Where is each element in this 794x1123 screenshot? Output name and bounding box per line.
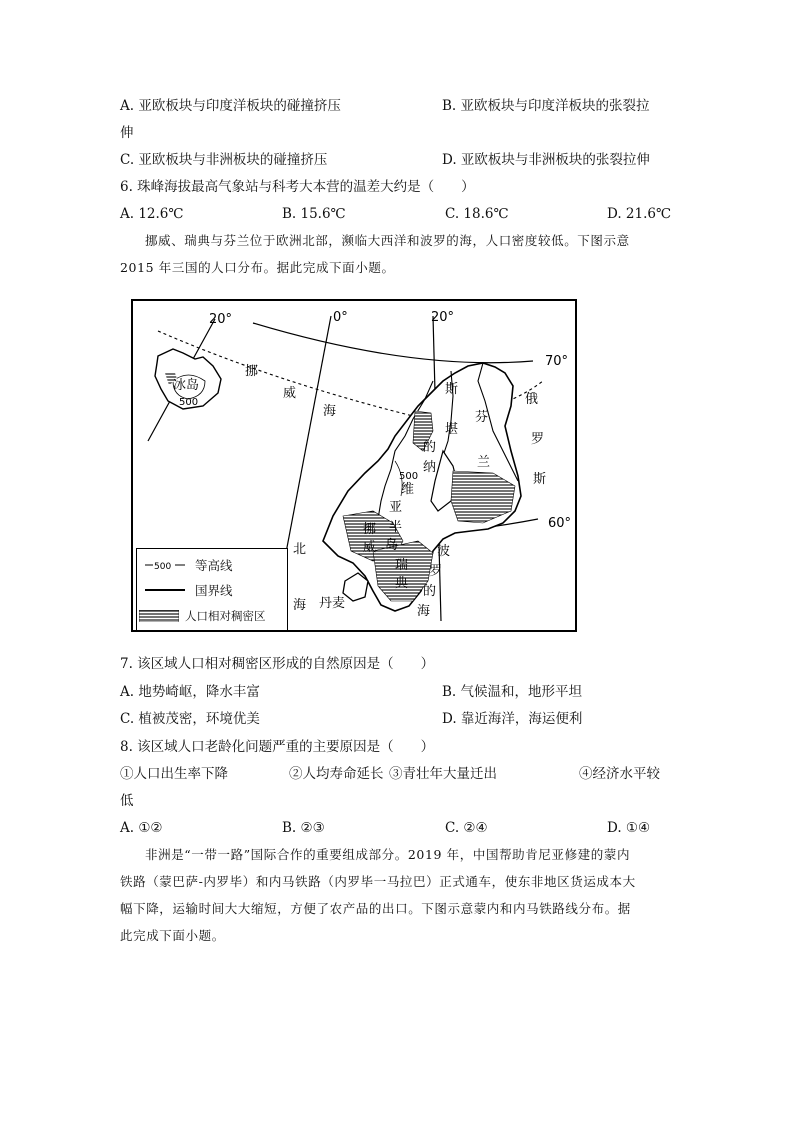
q7-option-b: B. 气候温和，地形平坦 [442, 684, 583, 700]
label-scan-1: 斯 [445, 382, 459, 397]
intro2-line2: 铁路（蒙巴萨-内罗毕）和内马铁路（内罗毕一马拉巴）正式通车，使东非地区货运成本大 [120, 874, 636, 889]
q7-stem: 7. 该区域人口相对稠密区形成的自然原因是（ ） [120, 656, 435, 672]
label-denmark: 丹麦 [319, 596, 346, 611]
intro1-line2: 2015 年三国的人口分布。据此完成下面小题。 [120, 260, 395, 275]
intro1-line1: 挪威、瑞典与芬兰位于欧洲北部，濒临大西洋和波罗的海，人口密度较低。下图示意 [145, 233, 630, 248]
label-lat-70: 70° [545, 354, 569, 369]
label-scan-6: 亚 [389, 500, 403, 515]
q8-option-d: D. ①④ [607, 820, 651, 836]
q8-item-4: ④经济水平较 [579, 766, 660, 782]
q8-option-c: C. ②④ [445, 820, 488, 836]
label-norway-1: 挪 [363, 522, 377, 537]
label-russia-1: 俄 [525, 392, 539, 407]
q6-option-a: A. 12.6℃ [120, 206, 184, 222]
q6-option-b: B. 15.6℃ [282, 206, 346, 222]
label-scan-3: 的 [423, 440, 437, 455]
label-baltic-2: 罗 [429, 564, 443, 579]
label-scan-8: 岛 [385, 538, 399, 553]
q6-stem: 6. 珠峰海拔最高气象站与科考大本营的温差大约是（ ） [120, 179, 475, 195]
label-finland-2: 兰 [477, 455, 491, 470]
q8-option-a: A. ①② [120, 820, 163, 836]
label-iceland: 冰岛 [173, 378, 200, 393]
intro2-line4: 此完成下面小题。 [120, 928, 225, 943]
legend-dense [139, 606, 266, 626]
q8-option-b: B. ②③ [282, 820, 325, 836]
latitude-70-line [253, 323, 533, 363]
label-lon-20e: 20° [431, 310, 455, 325]
q6-option-d: D. 21.6℃ [607, 206, 672, 222]
label-contour-500: 500 [399, 471, 419, 482]
map-legend [136, 548, 288, 632]
legend-contour-label: 等高线 [195, 558, 233, 573]
intro2-line3: 幅下降，运输时间大大缩短，方便了农产品的出口。下图示意蒙内和内马铁路线分布。据 [120, 901, 631, 916]
label-iceland-contour: 500 [179, 397, 199, 408]
q8-stem: 8. 该区域人口老龄化问题严重的主要原因是（ ） [120, 739, 435, 755]
label-northsea-1: 北 [293, 542, 307, 557]
legend-border-symbol [145, 584, 185, 596]
label-northsea-2: 海 [293, 598, 307, 613]
label-baltic-3: 的 [423, 584, 437, 599]
q6-option-c: C. 18.6℃ [445, 206, 509, 222]
label-scan-2: 堪 [445, 422, 459, 437]
label-norway-2: 威 [363, 540, 377, 555]
q5-option-b: B. 亚欧板块与印度洋板块的张裂拉 [442, 98, 650, 114]
legend-border [145, 580, 233, 600]
q7-option-c: C. 植被茂密，环境优美 [120, 711, 260, 727]
q7-option-d: D. 靠近海洋，海运便利 [442, 711, 583, 727]
label-lat-60: 60° [548, 516, 572, 531]
legend-contour [145, 555, 233, 575]
label-finland-1: 芬 [475, 410, 489, 425]
label-baltic-4: 海 [417, 604, 431, 619]
label-lon-0: 0° [333, 310, 348, 325]
q5-option-a: A. 亚欧板块与印度洋板块的碰撞挤压 [120, 98, 341, 114]
label-sea-2: 威 [283, 386, 297, 401]
q8-item-1: ①人口出生率下降 [120, 766, 228, 782]
legend-contour-value: 500 [154, 562, 172, 571]
label-lon-20w: 20° [209, 312, 233, 327]
label-sweden-2: 典 [395, 576, 409, 591]
label-sea-1: 挪 [245, 364, 259, 379]
label-russia-3: 斯 [533, 472, 547, 487]
q5-option-c: C. 亚欧板块与非洲板块的碰撞挤压 [120, 152, 328, 168]
legend-border-label: 国界线 [195, 583, 233, 598]
label-scan-5: 维 [401, 482, 415, 497]
denmark-shape [343, 573, 368, 601]
legend-dense-symbol [139, 610, 179, 622]
q5-option-b-wrap: 伸 [120, 125, 134, 141]
label-sweden-1: 瑞 [395, 558, 409, 573]
label-russia-2: 罗 [531, 432, 545, 447]
q7-option-a: A. 地势崎岖，降水丰富 [120, 684, 260, 700]
q8-item-4-wrap: 低 [120, 793, 134, 809]
q5-option-d: D. 亚欧板块与非洲板块的张裂拉伸 [442, 152, 650, 168]
label-scan-7: 半 [389, 520, 403, 535]
nordic-population-map [131, 299, 577, 632]
label-sea-3: 海 [323, 404, 337, 419]
legend-dense-label: 人口相对稠密区 [185, 609, 266, 623]
q8-item-3: ③青壮年大量迁出 [389, 766, 497, 782]
label-baltic-1: 波 [437, 544, 451, 559]
legend-contour-symbol [145, 559, 185, 571]
intro2-line1: 非洲是“一带一路”国际合作的重要组成部分。2019 年，中国帮助肯尼亚修建的蒙内 [145, 847, 631, 862]
label-scan-4: 纳 [423, 460, 437, 475]
q8-item-2: ②人均寿命延长 [289, 766, 384, 782]
